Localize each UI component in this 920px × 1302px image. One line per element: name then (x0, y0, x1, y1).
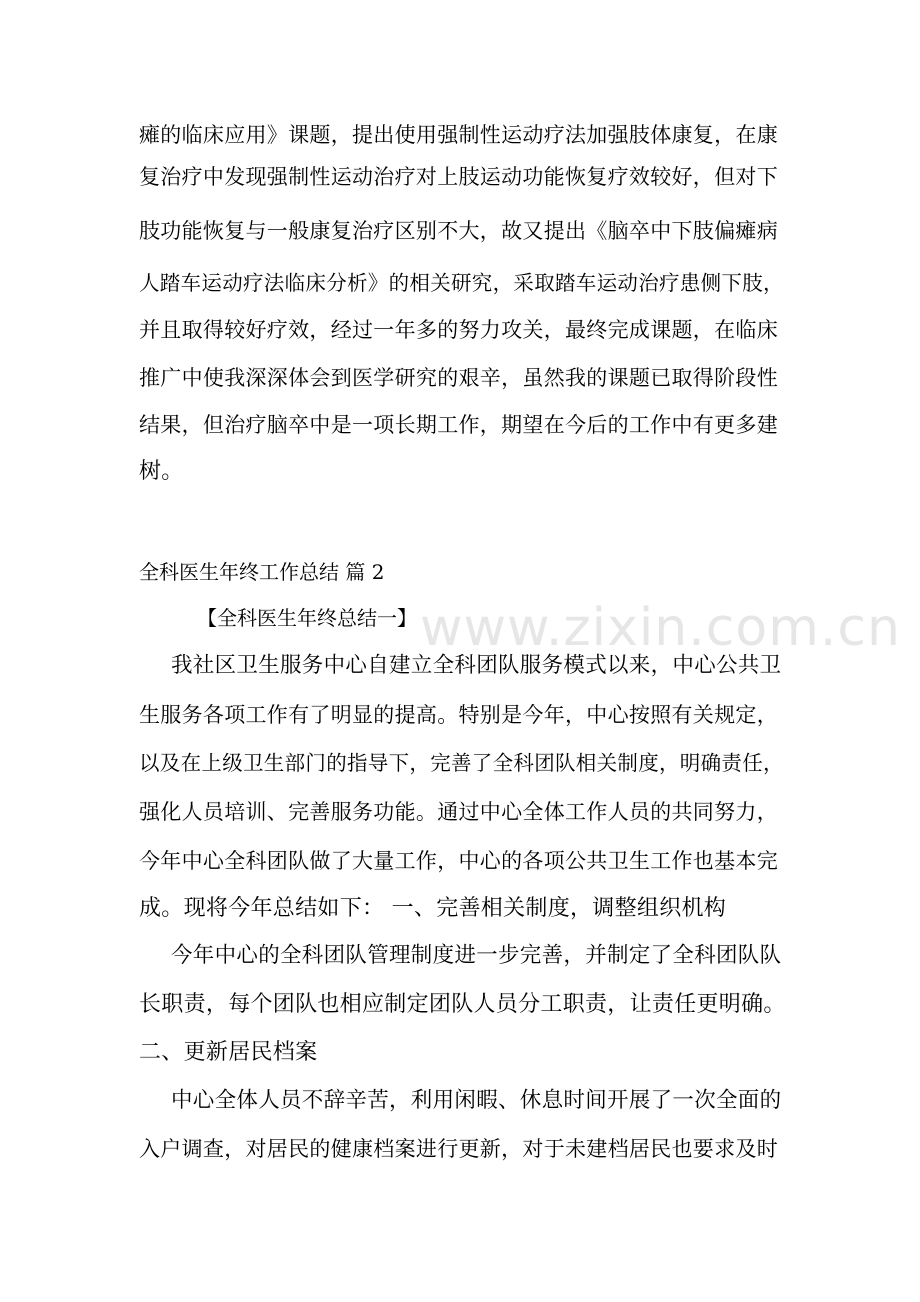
paragraph-line: 结果，但治疗脑卒中是一项长期工作，期望在今后的工作中有更多建 (139, 413, 778, 437)
watermark: www.zixin.com.cn (420, 598, 901, 658)
paragraph-line: 强化人员培训、完善服务功能。通过中心全体工作人员的共同努力， (139, 800, 778, 824)
paragraph-line: 肢功能恢复与一般康复治疗区别不大，故又提出《脑卒中下肢偏瘫病 (139, 219, 778, 243)
paragraph-line: 我社区卫生服务中心自建立全科团队服务模式以来，中心公共卫 (171, 653, 782, 678)
paragraph-line: 生服务各项工作有了明显的提高。特别是今年，中心按照有关规定， (139, 703, 778, 727)
paragraph-line: 入户调查，对居民的健康档案进行更新，对于未建档居民也要求及时 (139, 1137, 778, 1161)
paragraph-line: 树。 (139, 459, 184, 484)
paragraph-line: 长职责，每个团队也相应制定团队人员分工职责，让责任更明确。 (139, 992, 786, 1017)
paragraph-line: 中心全体人员不辞辛苦，利用闲暇、休息时间开展了一次全面的 (171, 1088, 782, 1113)
paragraph-line: 复治疗中发现强制性运动治疗对上肢运动功能恢复疗效较好，但对下 (139, 165, 778, 189)
paragraph-line: 以及在上级卫生部门的指导下，完善了全科团队相关制度，明确责任， (139, 751, 784, 775)
section-title: 全科医生年终工作总结 篇 2 (139, 560, 385, 584)
paragraph-line: 瘫的临床应用》课题，提出使用强制性运动疗法加强肢体康复，在康 (139, 123, 778, 147)
paragraph-line: 人踏车运动疗法临床分析》的相关研究，采取踏车运动治疗患侧下肢， (139, 271, 784, 295)
paragraph-line: 今年中心全科团队做了大量工作，中心的各项公共卫生工作也基本完 (139, 849, 778, 873)
paragraph-line: 推广中使我深深体会到医学研究的艰辛，虽然我的课题已取得阶段性 (139, 366, 778, 390)
paragraph-line: 并且取得较好疗效，经过一年多的努力攻关，最终完成课题，在临床 (139, 318, 778, 342)
paragraph-line: 今年中心的全科团队管理制度进一步完善，并制定了全科团队队 (171, 943, 782, 968)
paragraph-line: 成。现将今年总结如下： 一、完善相关制度，调整组织机构 (139, 896, 727, 921)
section-heading: 二、更新居民档案 (139, 1040, 318, 1065)
section-subtitle: 【全科医生年终总结一】 (197, 606, 417, 630)
